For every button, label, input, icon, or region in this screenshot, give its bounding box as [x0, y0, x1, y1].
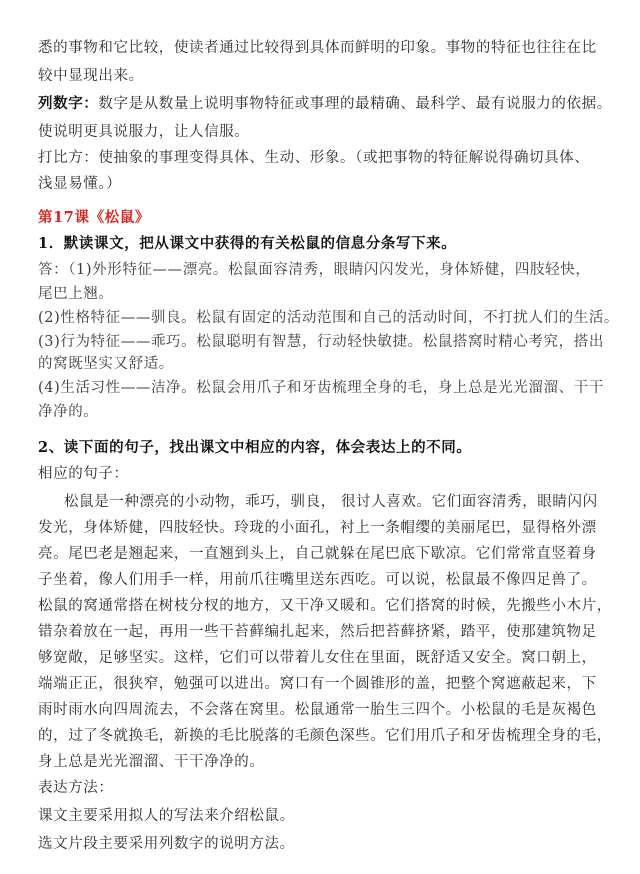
passage-line-2: 发光，身体矫健，四肢轻快。玲珑的小面孔，衬上一条帽缨的美丽尾巴，显得格外漂 [38, 520, 597, 536]
passage-line-10: 的，过了冬就换毛，新换的毛比脱落的毛颜色深些。它们用爪子和牙齿梳理全身的毛， [38, 728, 612, 744]
numbers-line-2: 使说明更具说服力，让人信服。 [38, 124, 250, 140]
passage-line-1: 松鼠是一种漂亮的小动物，乖巧，驯良， 很讨人喜欢。它们面容清秀，眼睛闪闪 [64, 494, 598, 510]
question-1-title: 1．默读课文，把从课文中获得的有关松鼠的信息分条写下来。 [38, 235, 457, 252]
passage-line-5: 松鼠的窝通常搭在树枝分杈的地方，又干净又暖和。它们搭窝的时候，先搬些小木片， [38, 598, 612, 614]
analogy-term: 打比方： [38, 150, 99, 166]
numbers-definition: 数字是从数量上说明事物特征或事理的最精确、最科学、最有说服力的依据。 [98, 96, 612, 112]
passage-line-7: 够宽敞，足够坚实。这样，它们可以带着儿女住在里面，既舒适又安全。窝口朝上， [38, 650, 597, 666]
numbers-term: 列数字： [38, 95, 99, 112]
intro-line-1: 悉的事物和它比较，使读者通过比较得到具体而鲜明的印象。事物的特征也往往在比 [38, 40, 597, 56]
analogy-method [38, 148, 589, 168]
intro-line-2: 较中显现出来。 [38, 68, 144, 84]
analogy-line-2: 浅显易懂。） [38, 176, 122, 192]
passage-line-4: 子坐着，像人们用手一样，用前爪往嘴里送东西吃。可以说，松鼠最不像四足兽了。 [38, 572, 597, 588]
analogy-definition: 使抽象的事理变得具体、生动、形象。（或把事物的特征解说得确切具体、 [98, 150, 590, 166]
answer-line-6: (4)生活习性——洁净。松鼠会用爪子和牙齿梳理全身的毛，身上总是光光溜溜、干干 [38, 380, 604, 396]
answer-line-4: (3)行为特征——乖巧。松鼠聪明有智慧，行动轻快敏捷。松鼠搭窝时精心考究，搭出 [38, 334, 604, 350]
question-2-title: 2、读下面的句子，找出课文中相应的内容，体会表达上的不同。 [38, 439, 472, 456]
lesson-title: 第17课《松鼠》 [38, 209, 150, 226]
passage-line-6: 错杂着放在一起，再用一些干苔藓编扎起来，然后把苔藓挤紧，踏平，使那建筑物足 [38, 624, 597, 640]
passage-line-11: 身上总是光光溜溜、干干净净的。 [38, 754, 265, 770]
answer-line-1: 答：（1)外形特征——漂亮。松鼠面容清秀，眼睛闪闪发光，身体矫健，四肢轻快， [38, 262, 591, 278]
answer-line-5: 的窝既坚实又舒适。 [38, 356, 174, 372]
numbers-method [38, 94, 612, 114]
answer-line-3: (2)性格特征——驯良。松鼠有固定的活动范围和自己的活动时间，不打扰人们的生活。 [38, 310, 620, 326]
expression-line-2: 选文片段主要采用列数字的说明方法。 [38, 836, 295, 852]
expression-method-label: 表达方法： [38, 780, 114, 796]
passage-line-3: 亮。尾巴老是翘起来，一直翘到头上，自己就躲在尾巴底下歇凉。它们常常直竖着身 [38, 546, 597, 562]
answer-line-7: 净净的。 [38, 404, 99, 420]
expression-line-1: 课文主要采用拟人的写法来介绍松鼠。 [38, 808, 295, 824]
passage-line-9: 雨时雨水向四周流去，不会落在窝里。松鼠通常一胎生三四个。小松鼠的毛是灰褐色 [38, 702, 597, 718]
corresponding-sentences-label: 相应的句子： [38, 466, 129, 482]
answer-line-2: 尾巴上翘。 [38, 286, 114, 302]
passage-line-8: 端端正正，很狭窄，勉强可以进出。窝口有一个圆锥形的盖，把整个窝遮蔽起来，下 [38, 676, 597, 692]
